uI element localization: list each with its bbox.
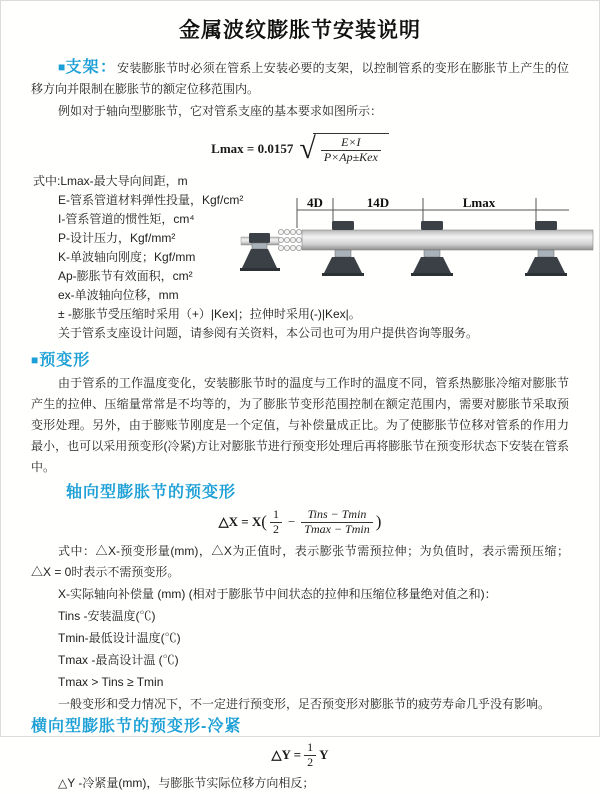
formula1-denominator: P×Ap±Kex bbox=[323, 150, 378, 164]
formula1-numerator: E×I bbox=[321, 136, 381, 151]
axial-predeform-formula bbox=[31, 504, 569, 540]
note-line: Tins -安装温度(℃) bbox=[58, 609, 156, 623]
definition-line: 式中:Lmax-最大导向间距，m bbox=[33, 174, 188, 188]
note-line: Tmax -最高设计温 (℃) bbox=[58, 653, 179, 667]
radical-sign: √ bbox=[299, 132, 316, 166]
lateral-subheading: 横向型膨胀节的预变形-冷紧 bbox=[31, 718, 242, 735]
formula2-half-fraction bbox=[270, 508, 282, 537]
formula1-lhs: Lmax = 0.0157 bbox=[211, 141, 294, 156]
pipe-support-diagram bbox=[239, 194, 595, 290]
definition-line: P-设计压力，Kgf/mm² bbox=[58, 231, 176, 245]
temp-numerator: Tins − Tmin bbox=[301, 508, 372, 523]
formula3-denominator: 2 bbox=[307, 754, 314, 769]
guide-spacing-formula bbox=[31, 129, 569, 169]
note-line: X-实际轴向补偿量 (mm) (相对于膨胀节中间状态的拉伸和压缩位移量绝对值之和)： bbox=[58, 587, 497, 601]
temp-denominator: Tmax − Tmin bbox=[304, 521, 370, 536]
dimension-labels bbox=[307, 195, 496, 210]
formula3-numerator: 1 bbox=[304, 741, 316, 756]
dim-label-lmax: Lmax bbox=[462, 195, 496, 210]
left-paren: ( bbox=[261, 512, 267, 531]
predeform-section-heading bbox=[31, 351, 569, 371]
bellows-icon bbox=[278, 229, 301, 250]
document-content bbox=[1, 1, 599, 794]
support-section-heading bbox=[58, 61, 117, 75]
definition-line: K-单波轴向刚度；Kgf/mm bbox=[58, 250, 196, 264]
support-example-line: 例如对于轴向型膨胀节，它对管系支座的基本要求如图所示： bbox=[58, 104, 383, 118]
definition-line: ± -膨胀节受压缩时采用（+）|Kex|；拉伸时采用(-)|Kex|。 bbox=[58, 307, 361, 321]
formula1-fraction bbox=[321, 136, 381, 165]
formula2-temp-fraction bbox=[301, 508, 372, 537]
dim-label-14d: 14D bbox=[366, 195, 390, 210]
predeform-paragraph: 由于管系的工作温度变化，安装膨胀节时的温度与工作时的温度不同，管系热膨胀冷缩对膨胀节产生的拉伸、压缩量常常是不均等的，为了膨胀节变形范围控制在额定范围内，需要对膨胀节采取预变形处理。另外，由于膨账节刚度是一个定值，与补偿量成正比。为了使膨胀节位移对管系的作用力最小，也可以采用预变形(冷紧)方让对膨胀节进行预变形处理后再将膨胀节在预变形状态下安装在管系中。 bbox=[31, 376, 569, 474]
formula3-fraction bbox=[304, 741, 316, 770]
note-line: Tmax > Tins ≥ Tmin bbox=[58, 675, 164, 689]
note-line: Tmin-最低设计温度(℃) bbox=[58, 631, 181, 645]
minus-operator: − bbox=[287, 514, 296, 529]
lateral-note-line: △Y -冷紧量(mm)，与膨胀节实际位移方向相反； bbox=[58, 776, 315, 790]
formula2-prefix: △X = X bbox=[218, 514, 262, 529]
definition-line: ex-单波轴向位移，mm bbox=[58, 288, 179, 302]
definition-line: Ap-膨胀节有效面积，cm² bbox=[58, 269, 193, 283]
definition-line: E-管系管道材料弹性投量，Kgf/cm² bbox=[58, 193, 244, 207]
lateral-predeform-formula bbox=[31, 740, 569, 770]
definition-line: I-管系管道的惯性矩，cm⁴ bbox=[58, 212, 195, 226]
formula3-suffix: Y bbox=[319, 747, 329, 762]
page-title: 金属波纹膨胀节安装说明 bbox=[179, 19, 421, 42]
support-intro-text: 安装膨胀节时必须在管系上安装必要的支架，以控制管系的变形在膨胀节上产生的位移方向并限制在膨胀节的额定位移范围内。 bbox=[31, 61, 569, 96]
axial-subheading: 轴向型膨胀节的预变形 bbox=[66, 484, 237, 501]
formula1-sqrt bbox=[299, 133, 388, 165]
main-pipe bbox=[302, 230, 593, 250]
half-denominator: 2 bbox=[272, 521, 279, 536]
definition-line: 关于管系支座设计问题，请参阅有关资料，本公司也可为用户提供咨询等服务。 bbox=[58, 326, 479, 340]
formula3-prefix: △Y = bbox=[271, 747, 302, 762]
support-heading-label: 支架： bbox=[65, 59, 118, 76]
dim-label-4d: 4D bbox=[307, 195, 323, 210]
formula1-radicand bbox=[313, 133, 389, 165]
right-paren: ) bbox=[375, 512, 382, 531]
axial-notes-list bbox=[31, 583, 569, 715]
axial-formula-note: 式中：△X-预变形量(mm)，△X为正值时，表示膨张节需预拉伸；为负值时，表示需预压缩；△X = 0时表示不需预变形。 bbox=[31, 544, 569, 579]
note-line: 一般变形和受力情况下，不一定进行预变形，足否预变形对膨胀节的疲劳寿命几乎没有影响。 bbox=[58, 697, 551, 711]
half-numerator: 1 bbox=[270, 508, 282, 523]
section-square-icon: ■ bbox=[58, 60, 66, 74]
support-intro-paragraph bbox=[31, 57, 569, 100]
predeform-heading-label: 预变形 bbox=[39, 352, 91, 369]
section-square-icon: ■ bbox=[31, 353, 40, 367]
